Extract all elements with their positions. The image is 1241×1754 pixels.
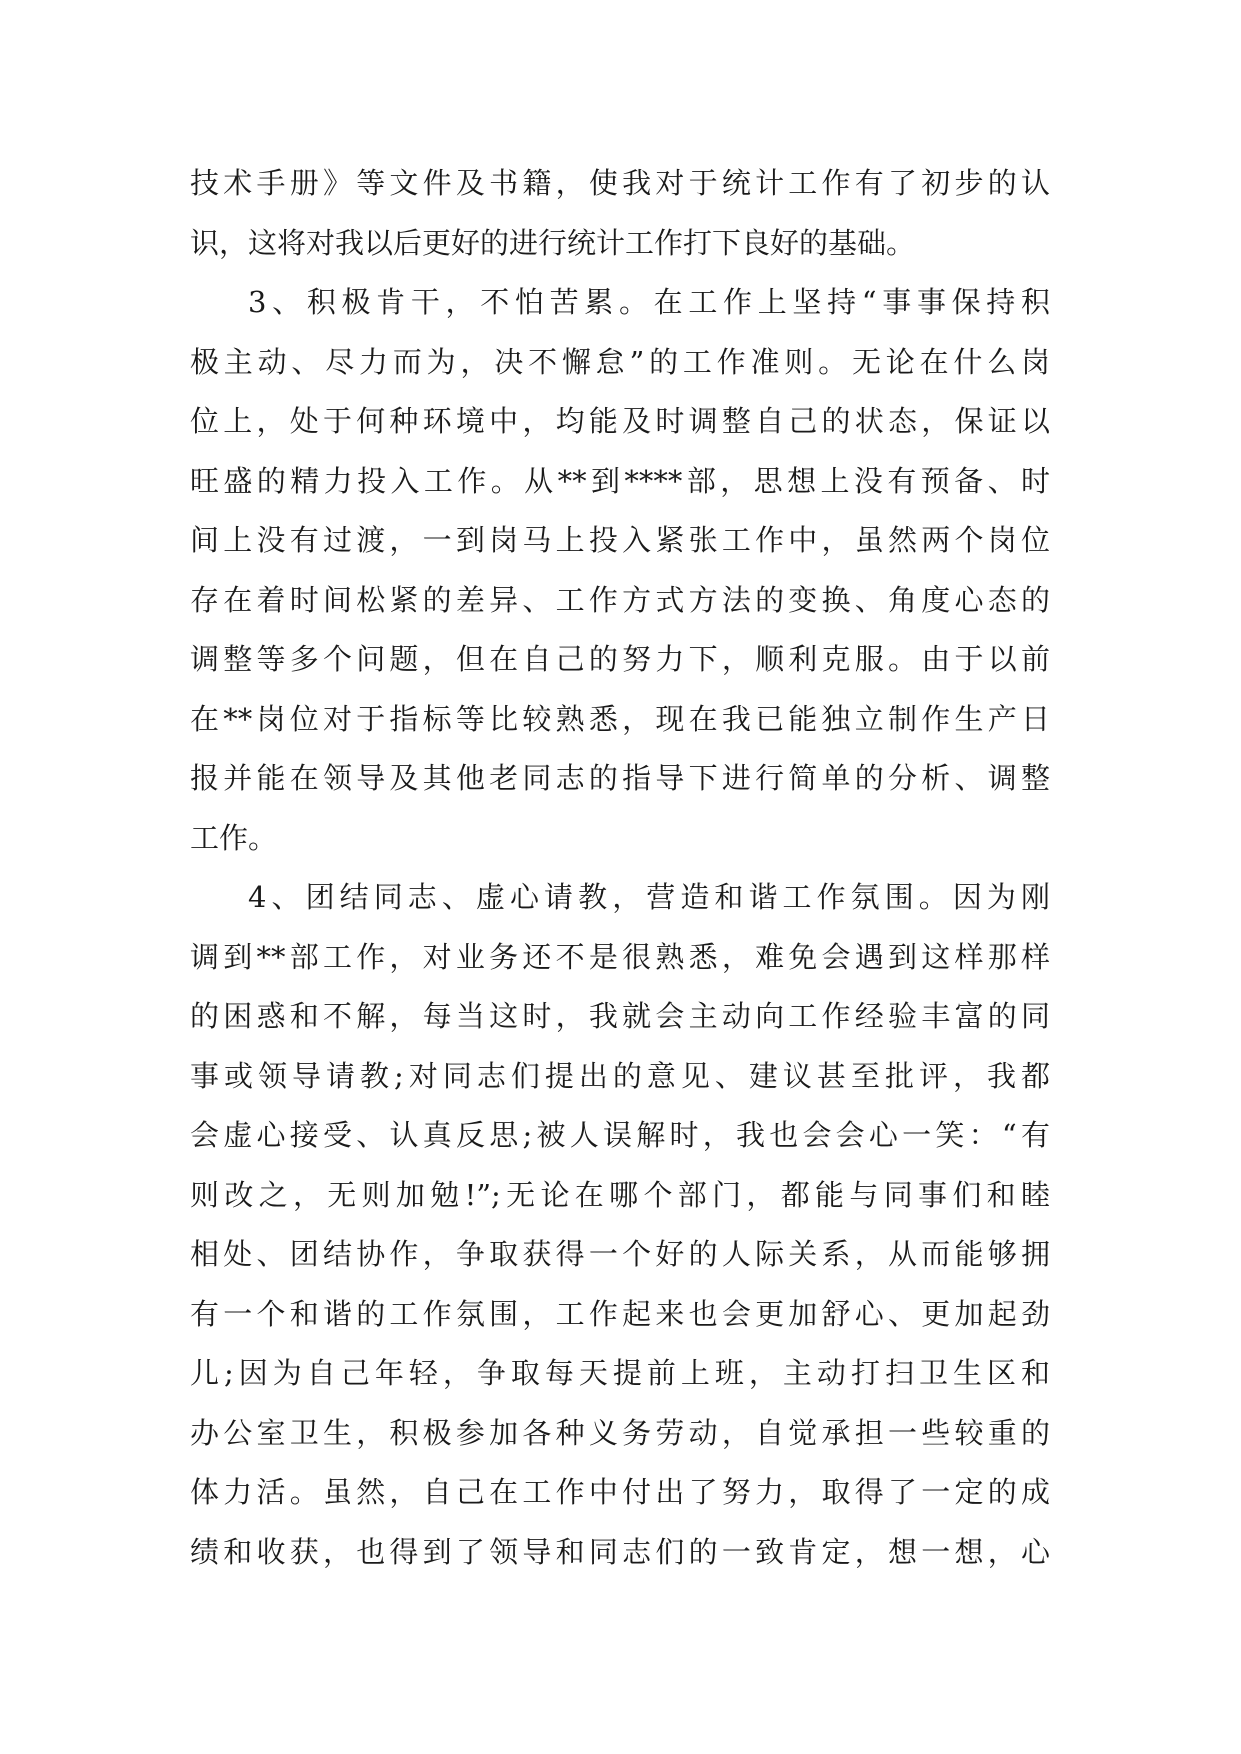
text-line: 事或领导请教;对同志们提出的意见、建议甚至批评，我都 bbox=[190, 1058, 1050, 1093]
text-line: 工作。 bbox=[190, 820, 278, 855]
text-line: 存在着时间松紧的差异、工作方式方法的变换、角度心态的 bbox=[190, 582, 1050, 617]
text-line: 调到**部工作，对业务还不是很熟悉，难免会遇到这样那样 bbox=[190, 939, 1050, 974]
text-line: 间上没有过渡，一到岗马上投入紧张工作中，虽然两个岗位 bbox=[190, 523, 1050, 557]
text-line: 体力活。虽然，自己在工作中付出了努力，取得了一定的成 bbox=[190, 1475, 1050, 1509]
text-line: 绩和收获，也得到了领导和同志们的一致肯定，想一想，心 bbox=[190, 1534, 1050, 1569]
text-line: 识，这将对我以后更好的进行统计工作打下良好的基础。 bbox=[190, 225, 916, 260]
text-line: 会虚心接受、认真反思;被人误解时，我也会会心一笑：“有 bbox=[190, 1118, 1050, 1152]
text-line: 有一个和谐的工作氛围，工作起来也会更加舒心、更加起劲 bbox=[190, 1296, 1050, 1331]
text-line: 技术手册》等文件及书籍，使我对于统计工作有了初步的认 bbox=[190, 166, 1050, 200]
text-line: 在**岗位对于指标等比较熟悉，现在我已能独立制作生产日 bbox=[190, 701, 1050, 736]
paragraph-start-line: 3、积极肯干，不怕苦累。在工作上坚持“事事保持积 bbox=[248, 285, 1050, 319]
body-text bbox=[190, 154, 1050, 1582]
text-line: 调整等多个问题，但在自己的努力下，顺利克服。由于以前 bbox=[190, 642, 1050, 676]
text-line: 极主动、尽力而为，决不懈怠”的工作准则。无论在什么岗 bbox=[190, 344, 1050, 379]
text-line: 位上，处于何种环境中，均能及时调整自己的状态，保证以 bbox=[190, 404, 1050, 438]
text-line: 相处、团结协作，争取获得一个好的人际关系，从而能够拥 bbox=[190, 1237, 1050, 1271]
text-line: 则改之，无则加勉!”;无论在哪个部门，都能与同事们和睦 bbox=[190, 1177, 1050, 1212]
text-line: 儿;因为自己年轻，争取每天提前上班，主动打扫卫生区和 bbox=[190, 1356, 1050, 1390]
text-line: 旺盛的精力投入工作。从**到****部，思想上没有预备、时 bbox=[190, 463, 1050, 498]
text-line: 办公室卫生，积极参加各种义务劳动，自觉承担一些较重的 bbox=[190, 1415, 1050, 1450]
paragraph-start-line: 4、团结同志、虚心请教，营造和谐工作氛围。因为刚 bbox=[248, 880, 1050, 914]
text-line: 报并能在领导及其他老同志的指导下进行简单的分析、调整 bbox=[190, 761, 1050, 795]
text-line: 的困惑和不解，每当这时，我就会主动向工作经验丰富的同 bbox=[190, 999, 1050, 1033]
